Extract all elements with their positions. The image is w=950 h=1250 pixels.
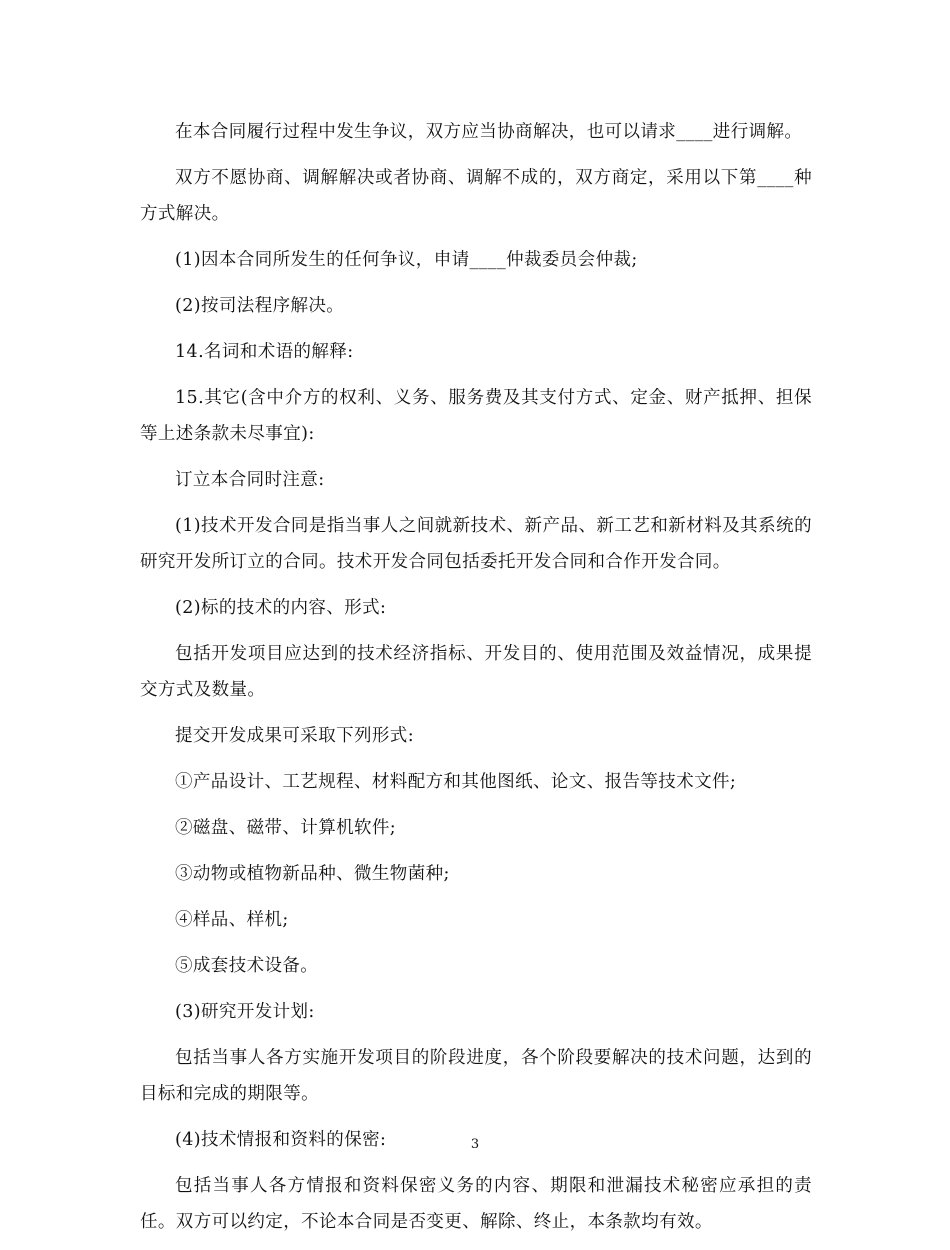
paragraph-arbitration: (1)因本合同所发生的任何争议，申请____仲裁委员会仲裁; [175,250,638,270]
paragraph-development-targets: 包括开发项目应达到的技术经济指标、开发目的、使用范围及效益情况，成果提交方式及数量。 [140,644,812,700]
paragraph-confidentiality-heading: (4)技术情报和资料的保密: [175,1130,387,1150]
paragraph-subject-technology: (2)标的技术的内容、形式: [175,598,387,618]
paragraph-development-plan: (3)研究开发计划: [175,1002,315,1022]
paragraph-deliverable-forms-heading: 提交开发成果可采取下列形式: [175,726,414,746]
page-number: 3 [470,1137,480,1152]
paragraph-other-matters: 15.其它(含中介方的权利、义务、服务费及其支付方式、定金、财产抵押、担保等上述条款未尽事宜): [140,388,812,444]
list-item-technical-documents: ①产品设计、工艺规程、材料配方和其他图纸、论文、报告等技术文件; [175,772,737,792]
paragraph-notes-heading: 订立本合同时注意: [175,470,325,490]
list-item-biological-varieties: ③动物或植物新品种、微生物菌种; [175,864,450,884]
paragraph-judicial-procedure: (2)按司法程序解决。 [175,296,345,316]
paragraph-plan-details: 包括当事人各方实施开发项目的阶段进度，各个阶段要解决的技术问题，达到的目标和完成的期限等。 [140,1048,812,1104]
list-item-samples: ④样品、样机; [175,910,289,930]
paragraph-terms-definition: 14.名词和术语的解释: [175,342,354,362]
list-item-software: ②磁盘、磁带、计算机软件; [175,818,397,838]
list-item-equipment: ⑤成套技术设备。 [175,956,319,976]
paragraph-dispute-mediation: 在本合同履行过程中发生争议，双方应当协商解决，也可以请求____进行调解。 [175,122,803,142]
document-body [140,114,812,1250]
paragraph-contract-definition: (1)技术开发合同是指当事人之间就新技术、新产品、新工艺和新材料及其系统的研究开发所订立的合同。技术开发合同包括委托开发合同和合作开发合同。 [140,516,812,572]
paragraph-dispute-resolution-method: 双方不愿协商、调解解决或者协商、调解不成的，双方商定，采用以下第____种方式解决。 [140,168,812,224]
paragraph-confidentiality-details: 包括当事人各方情报和资料保密义务的内容、期限和泄漏技术秘密应承担的责任。双方可以约定，不论本合同是否变更、解除、终止，本条款均有效。 [140,1176,812,1232]
